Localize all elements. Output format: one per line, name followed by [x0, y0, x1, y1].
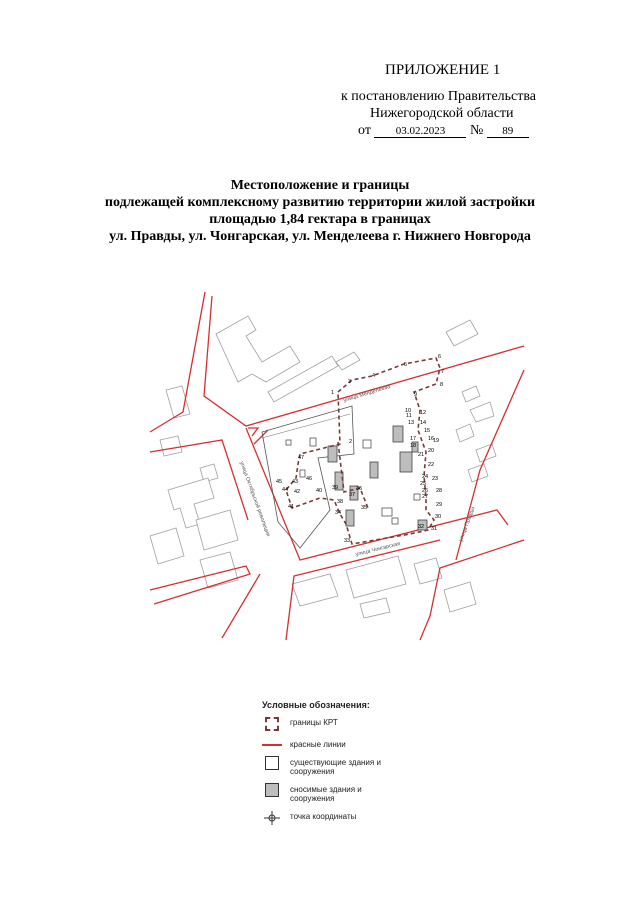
coordinate-point-label: 3 [348, 379, 352, 385]
coordinate-point-label: 17 [410, 436, 417, 442]
coordinate-point-label: 45 [276, 479, 283, 485]
coordinate-point-label: 1 [331, 390, 335, 396]
coordinate-point-label: 15 [424, 428, 431, 434]
coordinate-point-label: 18 [410, 443, 417, 449]
street-oktyabrskoy: улица Октябрьской революции [238, 460, 271, 538]
krt-boundary-icon [265, 717, 279, 731]
street-mendeleeva: улица Менделеева [342, 383, 392, 404]
coordinate-point-label: 23 [432, 476, 439, 482]
surrounding-buildings [150, 316, 496, 618]
legend-item-existing [262, 756, 410, 776]
street-chongarskaya: улица Чонгарская [355, 541, 401, 558]
coordinate-point-label: 32 [418, 524, 425, 530]
coordinate-point-label: 31 [431, 526, 438, 532]
legend-item-point [262, 810, 410, 826]
coordinate-point-label: 29 [436, 502, 443, 508]
coordinate-point-label: 11 [406, 413, 412, 419]
legend-item-demolished [262, 783, 410, 803]
title-line-4: ул. Правды, ул. Чонгарская, ул. Менделеева г. Нижнего Новгорода [109, 229, 531, 244]
title-line-1: Местоположение и границы [230, 178, 410, 193]
red-line-icon [262, 744, 282, 746]
coordinate-point-label: 41 [288, 504, 295, 510]
coordinate-point-label: 34 [335, 510, 342, 516]
coordinate-point-label: 5 [404, 362, 408, 368]
decree-number: 89 [487, 125, 529, 138]
street-pravdy: улица Правды [458, 506, 477, 543]
coordinate-point-label: 43 [292, 479, 299, 485]
demolished-building-icon [265, 783, 279, 797]
coordinate-point-label: 42 [294, 489, 301, 495]
coordinate-point-label: 37 [349, 492, 356, 498]
from-label: от [358, 123, 371, 138]
decree-line-2: Нижегородской области [370, 106, 514, 121]
coordinate-point-label: 14 [420, 420, 427, 426]
appendix-title: ПРИЛОЖЕНИЕ 1 [385, 62, 501, 78]
coordinate-point-label: 2 [349, 439, 353, 445]
title-line-2: подлежащей комплексному развитию территории жилой застройки [104, 195, 536, 210]
coordinate-point-label: 47 [298, 455, 305, 461]
coordinate-point-label: 33 [344, 538, 351, 544]
coordinate-point-label: 19 [433, 438, 440, 444]
legend-label: существующие здания и сооружения [290, 758, 381, 776]
coordinate-point-label: 12 [420, 410, 427, 416]
coordinate-point-label: 26 [422, 488, 429, 494]
legend-label: точка координаты [290, 812, 357, 821]
title-line-3: площадью 1,84 гектара в границах [209, 212, 431, 227]
legend-title: Условные обозначения: [262, 700, 370, 710]
coordinate-point-label: 16 [428, 436, 435, 442]
decree-line-1: к постановлению Правительства [341, 89, 537, 104]
legend-item-krt [262, 716, 410, 731]
coordinate-point-label: 21 [418, 452, 425, 458]
coordinate-point-label: 46 [306, 476, 313, 482]
coordinate-point-icon [262, 810, 282, 826]
number-label: № [469, 123, 484, 138]
coordinate-point-label: 24 [422, 474, 429, 480]
coordinate-point-label: 28 [436, 488, 443, 494]
decree-date: 03.02.2023 [374, 125, 466, 138]
coordinate-point-label: 20 [428, 448, 435, 454]
legend-label: сносимые здания и сооружения [290, 785, 362, 803]
coordinate-point-label: 35 [361, 505, 368, 511]
legend-label: границы КРТ [290, 718, 338, 727]
coordinate-point-label: 40 [316, 488, 323, 494]
legend-label: красные линии [290, 740, 346, 749]
coordinate-point-label: 27 [422, 494, 429, 500]
coordinate-point-label: 30 [435, 514, 442, 520]
coordinate-point-label: 25 [420, 481, 427, 487]
coordinate-point-label: 6 [438, 354, 442, 360]
coordinate-point-label: 13 [408, 420, 415, 426]
legend-item-red-lines [262, 738, 410, 749]
coordinate-point-label: 10 [405, 408, 412, 414]
coordinate-point-label: 22 [428, 462, 435, 468]
map-legend [262, 700, 410, 833]
coordinate-point-label: 4 [372, 373, 376, 379]
coordinate-point-label: 38 [337, 499, 344, 505]
coordinate-point-label: 44 [282, 487, 289, 493]
coordinate-point-label: 8 [440, 382, 444, 388]
coordinate-point-label: 39 [332, 485, 339, 491]
coordinate-point-label: 36 [356, 486, 363, 492]
existing-building-icon [265, 756, 279, 770]
coordinate-point-label: 9 [414, 392, 418, 398]
coordinate-point-label: 7 [441, 369, 445, 375]
